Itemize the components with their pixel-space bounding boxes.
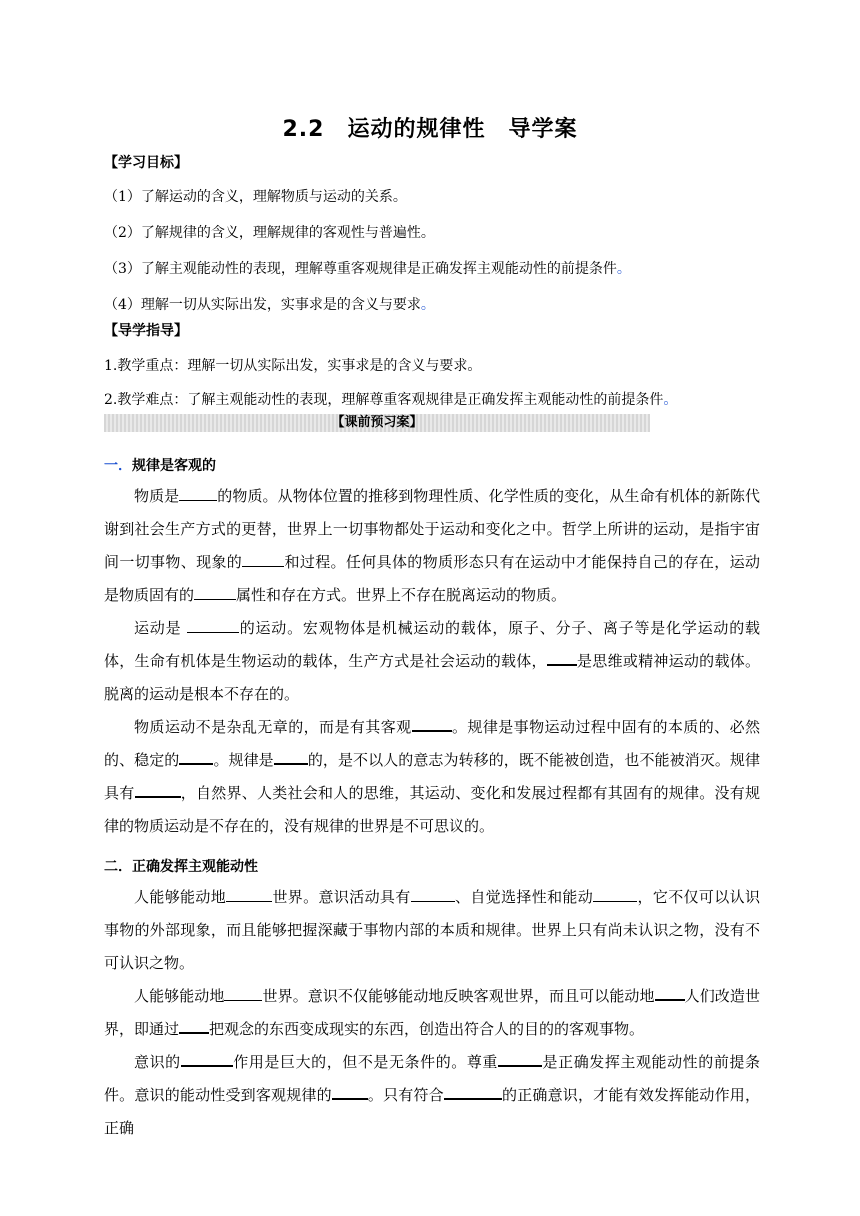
objective-4: （4）理解一切从实际出发，实事求是的含义与要求。 <box>104 297 435 313</box>
fill-blank[interactable] <box>411 886 455 902</box>
section2-paragraph-2: 人能够能动地 世界。意识不仅能够能动地反映客观世界，而且可以能动地 人们改造世界，即通过 把观念的东西变成现实的东西，创造出符合人的目的的客观事物。 <box>104 980 760 1046</box>
fill-blank[interactable] <box>179 748 213 765</box>
section2-paragraph-1: 人能够能动地 世界。意识活动具有 、自觉选择性和能动 ，它不仅可以认识事物的外部现象，而且能够把握深藏于事物内部的本质和规律。世界上只有尚未认识之物，没有不可认识之物。 <box>104 888 760 972</box>
section1-heading: 一．规律是客观的 <box>104 458 216 474</box>
fill-blank[interactable] <box>498 1050 542 1067</box>
objectives-heading: 【学习目标】 <box>104 155 188 171</box>
section1-body <box>104 480 760 843</box>
fill-blank[interactable] <box>187 617 239 633</box>
fill-blank[interactable] <box>135 781 181 798</box>
section1-paragraph-1: 物质是 的物质。从物体位置的推移到物理性质、化学性质的变化，从生命有机体的新陈代谢到社会生产方式的更替，世界上一切事物都处于运动和变化之中。哲学上所讲的运动，是指宇宙间一切事物、现象的 和过程。任何具体的物质形态只有在运动中才能保持自己的存在，运动是物质固有的 属性和存在方式。世界上不存在脱离运动的物质。 <box>104 487 760 604</box>
section2-body <box>104 881 760 1145</box>
fill-blank[interactable] <box>181 1050 233 1067</box>
fill-blank[interactable] <box>593 886 637 902</box>
fill-blank[interactable] <box>224 985 262 1001</box>
fill-blank[interactable] <box>547 649 577 666</box>
fill-blank[interactable] <box>332 1083 368 1100</box>
fill-blank[interactable] <box>444 1083 502 1100</box>
fill-blank[interactable] <box>274 748 308 765</box>
page-title: 2.2 运动的规律性 导学案 <box>282 117 578 142</box>
guidance-heading: 【导学指导】 <box>104 323 188 339</box>
fill-blank[interactable] <box>412 715 452 732</box>
fill-blank[interactable] <box>655 984 685 1001</box>
fill-blank[interactable] <box>179 485 217 501</box>
objective-1: （1）了解运动的含义，理解物质与运动的关系。 <box>104 189 407 205</box>
difficulty: 2.教学难点：了解主观能动性的表现，理解尊重客观规律是正确发挥主观能动性的前提条件。 <box>104 392 678 408</box>
fill-blank[interactable] <box>226 886 272 902</box>
section1-paragraph-2: 运动是 的运动。宏观物体是机械运动的载体，原子、分子、离子等是化学运动的载体，生命有机体是生物运动的载体，生产方式是社会运动的载体， 是思维或精神运动的载体。脱离的运动是根本不存在的。 <box>104 619 760 703</box>
fill-blank[interactable] <box>179 1017 209 1034</box>
section2-heading: 二．正确发挥主观能动性 <box>104 859 258 875</box>
objective-3: （3）了解主观能动性的表现，理解尊重客观规律是正确发挥主观能动性的前提条件。 <box>104 261 631 277</box>
objective-2: （2）了解规律的含义，理解规律的客观性与普遍性。 <box>104 225 435 241</box>
section2-paragraph-3: 意识的 作用是巨大的，但不是无条件的。尊重 是正确发挥主观能动性的前提条件。意识的能动性受到客观规律的 。只有符合 的正确意识，才能有效发挥能动作用，正确 <box>104 1046 760 1145</box>
key-point: 1.教学重点：理解一切从实际出发，实事求是的含义与要求。 <box>104 358 482 374</box>
preview-banner: 【课前预习案】 <box>104 414 650 432</box>
section1-paragraph-3: 物质运动不是杂乱无章的，而是有其客观 。规律是事物运动过程中固有的本质的、必然的、稳定的 。规律是 的，是不以人的意志为转移的，既不能被创造，也不能被消灭。规律具有 ，自然界、人类社会和人的思维，其运动、变化和发展过程都有其固有的规律。没有规律的物质运动是不存在的，没有规律的世界是不可思议的。 <box>104 711 760 843</box>
fill-blank[interactable] <box>194 584 236 600</box>
fill-blank[interactable] <box>242 551 284 567</box>
